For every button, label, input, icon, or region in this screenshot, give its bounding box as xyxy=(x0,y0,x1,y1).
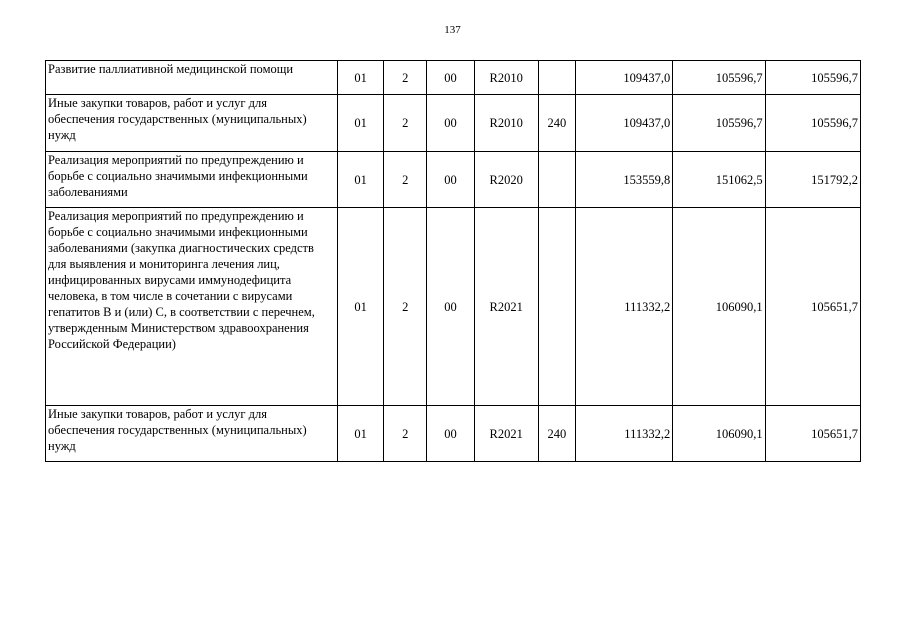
expense-type-code: 240 xyxy=(538,406,575,462)
table-row xyxy=(46,95,861,152)
amount-year-2: 105596,7 xyxy=(673,95,765,152)
program-code: 01 xyxy=(338,208,384,406)
amount-year-1: 109437,0 xyxy=(575,61,672,95)
direction-code: R2021 xyxy=(474,208,538,406)
expense-type-code: 240 xyxy=(538,95,575,152)
page-number: 137 xyxy=(444,24,461,36)
amount-year-2: 105596,7 xyxy=(673,61,765,95)
subprogram-code: 2 xyxy=(384,95,427,152)
row-description: Реализация мероприятий по предупреждению и борьбе с социально значимыми инфекционными заболеваниями xyxy=(46,152,338,208)
amount-year-3: 105596,7 xyxy=(765,95,860,152)
event-code: 00 xyxy=(427,208,474,406)
table-row xyxy=(46,208,861,406)
table-row xyxy=(46,61,861,95)
event-code: 00 xyxy=(427,152,474,208)
subprogram-code: 2 xyxy=(384,406,427,462)
row-description: Иные закупки товаров, работ и услуг для обеспечения государственных (муниципальных) нужд xyxy=(46,95,338,152)
amount-year-2: 151062,5 xyxy=(673,152,765,208)
amount-year-1: 153559,8 xyxy=(575,152,672,208)
event-code: 00 xyxy=(427,61,474,95)
table-row xyxy=(46,152,861,208)
row-description: Развитие паллиативной медицинской помощи xyxy=(46,61,338,95)
amount-year-3: 105596,7 xyxy=(765,61,860,95)
expense-type-code xyxy=(538,208,575,406)
program-code: 01 xyxy=(338,61,384,95)
program-code: 01 xyxy=(338,406,384,462)
event-code: 00 xyxy=(427,95,474,152)
row-description: Реализация мероприятий по предупреждению и борьбе с социально значимыми инфекционными заболеваниями (закупка диагностических средств для выявления и мониторинга лечения лиц, инфицированных вирусами иммунодефицита человека, в том числе в сочетании с вирусами гепатитов B и (или) C, в соответствии с перечнем, утвержденным Министерством здравоохранения Российской Федерации) xyxy=(46,208,338,406)
amount-year-2: 106090,1 xyxy=(673,208,765,406)
amount-year-1: 111332,2 xyxy=(575,208,672,406)
program-code: 01 xyxy=(338,152,384,208)
subprogram-code: 2 xyxy=(384,208,427,406)
table-row xyxy=(46,406,861,462)
event-code: 00 xyxy=(427,406,474,462)
amount-year-1: 109437,0 xyxy=(575,95,672,152)
program-code: 01 xyxy=(338,95,384,152)
expense-type-code xyxy=(538,61,575,95)
amount-year-3: 151792,2 xyxy=(765,152,860,208)
amount-year-3: 105651,7 xyxy=(765,208,860,406)
subprogram-code: 2 xyxy=(384,152,427,208)
direction-code: R2010 xyxy=(474,95,538,152)
amount-year-1: 111332,2 xyxy=(575,406,672,462)
direction-code: R2020 xyxy=(474,152,538,208)
amount-year-2: 106090,1 xyxy=(673,406,765,462)
subprogram-code: 2 xyxy=(384,61,427,95)
budget-table xyxy=(45,60,861,462)
direction-code: R2021 xyxy=(474,406,538,462)
row-description: Иные закупки товаров, работ и услуг для обеспечения государственных (муниципальных) нужд xyxy=(46,406,338,462)
amount-year-3: 105651,7 xyxy=(765,406,860,462)
expense-type-code xyxy=(538,152,575,208)
direction-code: R2010 xyxy=(474,61,538,95)
